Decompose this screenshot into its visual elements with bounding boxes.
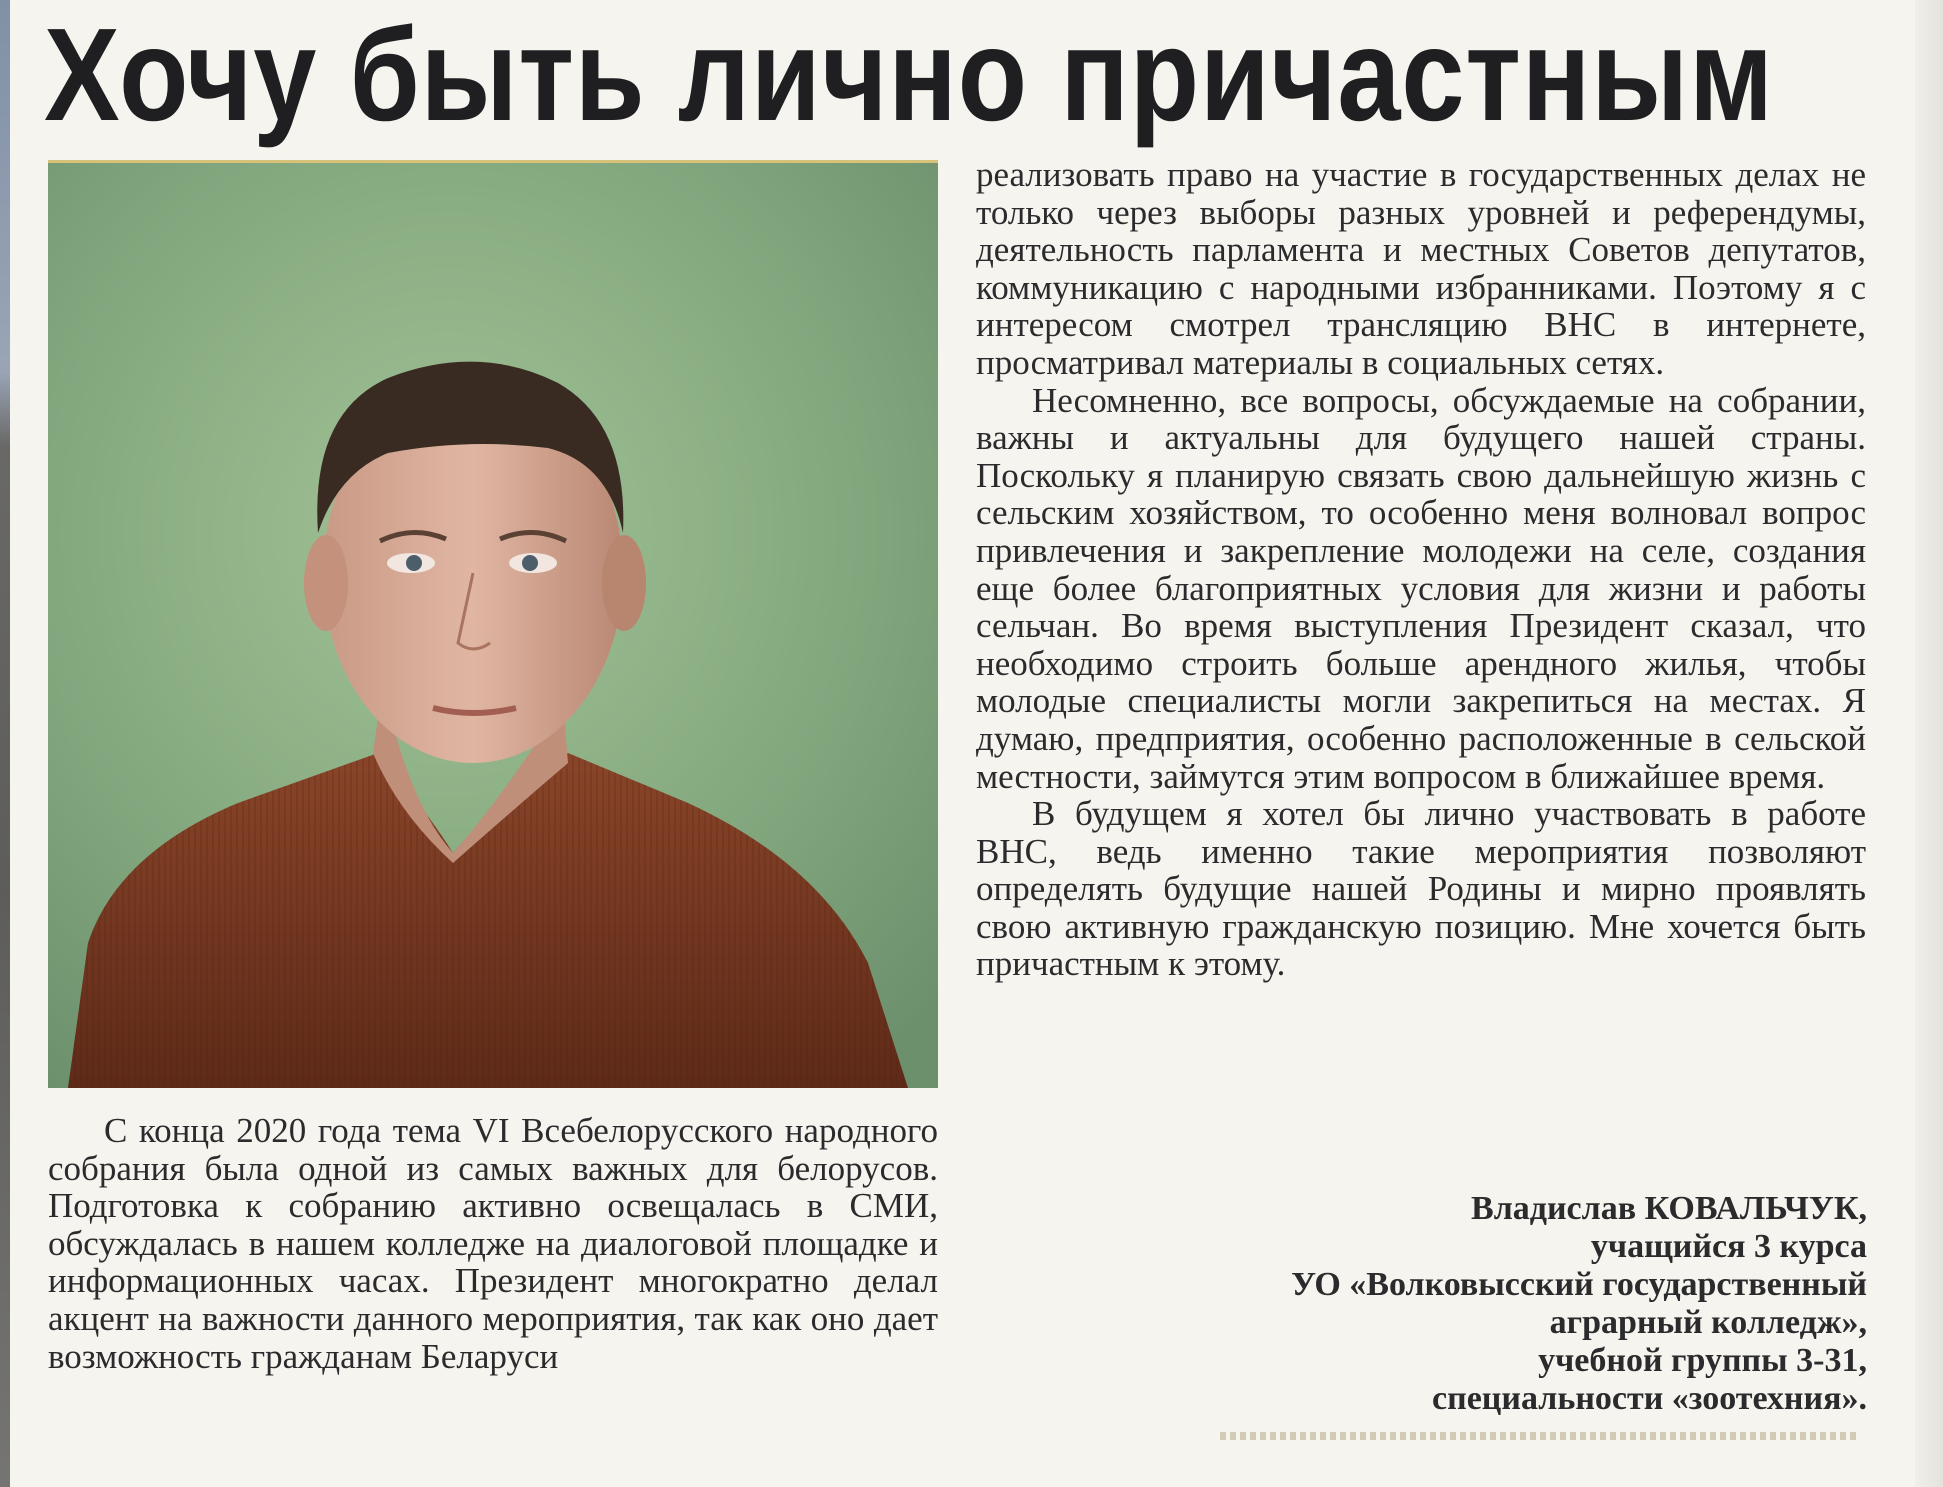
portrait-illustration [48,163,938,1088]
bottom-decorative-rule [1220,1432,1860,1440]
author-signature [1007,1190,1867,1418]
left-column [48,1112,938,1375]
signature-institution: УО «Волковысский государственный [1291,1266,1867,1303]
article-headline: Хочу быть лично причастным [44,1,1774,148]
right-paragraph-2: Несомненно, все вопросы, обсуждаемые на собрании, важны и актуальны для будущего нашей страны. Поскольку я планирую связать свою дальнейшую жизнь с сельским хозяйством, то особенно меня волновал вопрос привлечения и закрепление молодежи на селе, создания еще более благоприятных условия для жизни и работы сельчан. Во время выступления Президент сказал, что необходимо строить больше арендного жилья, чтобы молодые специалисты могли закрепиться на местах. Я думаю, предприятия, особенно расположенные в сельской местности, займутся этим вопросом в ближайшее время. [976,380,1866,796]
scan-edge-left [0,0,10,1487]
right-paragraph-1: реализовать право на участие в государственных делах не только через выборы разных уровней и референдумы, деятельность парламента и местных Советов депутатов, коммуникацию с народными избранниками. Поэтому я с интересом смотрел трансляцию ВНС в интернете, просматривал материалы в социальных сетях. [976,155,1866,382]
signature-group: учебной группы 3-31, [1538,1342,1867,1379]
signature-name: Владислав КОВАЛЬЧУК, [1471,1190,1867,1227]
signature-specialty: специальности «зоотехния». [1432,1380,1867,1417]
right-column [976,156,1866,983]
portrait-photo [48,160,938,1088]
signature-institution-cont: аграрный колледж», [1549,1304,1867,1341]
signature-course: учащийся 3 курса [1590,1228,1867,1265]
right-paragraph-3: В будущем я хотел бы лично участвовать в работе ВНС, ведь именно такие мероприятия позволяют определять будущие нашей Родины и мирно проявлять свою активную гражданскую позицию. Мне хочется быть причастным к этому. [976,794,1866,984]
scan-edge-right [1915,0,1943,1487]
left-paragraph-1: С конца 2020 года тема VI Всебелорусского народного собрания была одной из самых важных для белорусов. Подготовка к собранию активно освещалась в СМИ, обсуждалась в нашем колледже на диалоговой площадке и информационных часах. Президент многократно делал акцент на важности данного мероприятия, так как оно дает возможность гражданам Беларуси [48,1111,938,1376]
